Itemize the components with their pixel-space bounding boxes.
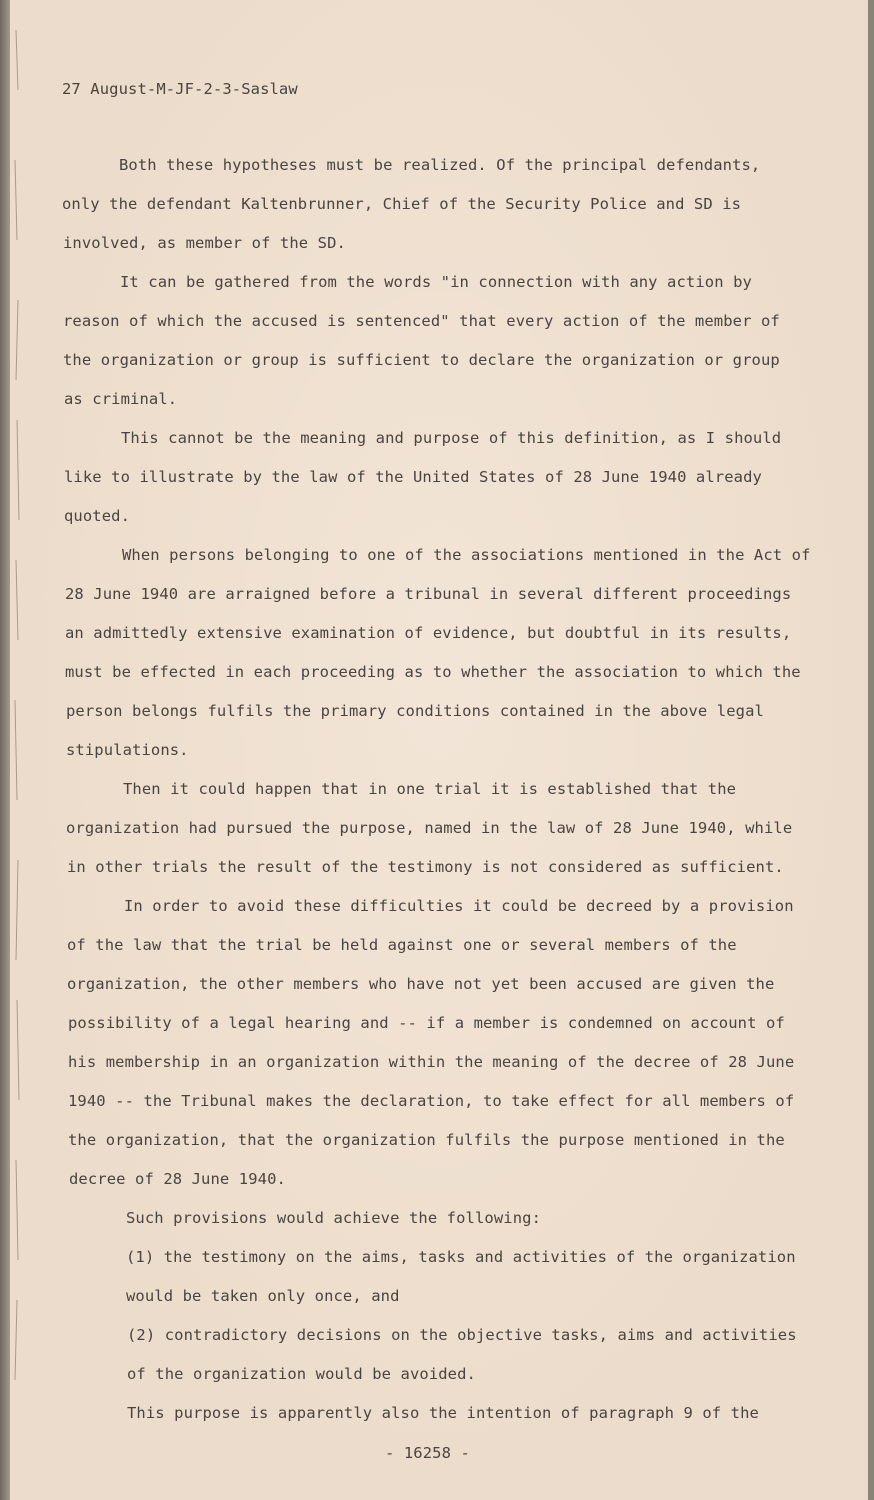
text-line: of the law that the trial be held against one or several members of the xyxy=(67,936,737,954)
text-line: the organization, that the organization fulfils the purpose mentioned in the xyxy=(68,1131,785,1149)
text-line: the organization or group is sufficient to declare the organization or group xyxy=(63,351,780,369)
text-line: would be taken only once, and xyxy=(126,1287,400,1305)
text-line: (2) contradictory decisions on the objective tasks, aims and activities xyxy=(127,1326,797,1344)
text-line: Such provisions would achieve the following: xyxy=(126,1209,541,1227)
binding-edge xyxy=(0,0,10,1500)
text-line: in other trials the result of the testimony is not considered as sufficient. xyxy=(67,858,784,876)
text-line: It can be gathered from the words "in connection with any action by xyxy=(120,273,752,291)
text-line: reason of which the accused is sentenced" that every action of the member of xyxy=(63,312,780,330)
text-line: like to illustrate by the law of the United States of 28 June 1940 already xyxy=(64,468,762,486)
text-line: This cannot be the meaning and purpose of this definition, as I should xyxy=(121,429,782,447)
text-line: When persons belonging to one of the associations mentioned in the Act of xyxy=(122,546,811,564)
text-line: stipulations. xyxy=(66,741,189,759)
text-line: must be effected in each proceeding as to whether the association to which the xyxy=(65,663,801,681)
text-line: Then it could happen that in one trial it is established that the xyxy=(123,780,737,798)
text-line: 28 June 1940 are arraigned before a tribunal in several different proceedings xyxy=(65,585,792,603)
document-header: 27 August-M-JF-2-3-Saslaw xyxy=(62,80,298,98)
text-line: of the organization would be avoided. xyxy=(127,1365,476,1383)
text-line: involved, as member of the SD. xyxy=(63,234,346,252)
text-line: Both these hypotheses must be realized. Of the principal defendants, xyxy=(119,156,761,174)
text-line: (1) the testimony on the aims, tasks and activities of the organization xyxy=(126,1248,796,1266)
text-line: In order to avoid these difficulties it could be decreed by a provision xyxy=(124,897,794,915)
text-line: 1940 -- the Tribunal makes the declaration, to take effect for all members of xyxy=(68,1092,795,1110)
text-line: organization had pursued the purpose, named in the law of 28 June 1940, while xyxy=(66,819,793,837)
text-line: person belongs fulfils the primary conditions contained in the above legal xyxy=(66,702,764,720)
text-line: This purpose is apparently also the intention of paragraph 9 of the xyxy=(127,1404,759,1422)
binding-marks xyxy=(10,0,26,1500)
document-page xyxy=(10,0,868,1500)
text-line: his membership in an organization within the meaning of the decree of 28 June xyxy=(68,1053,795,1071)
text-line: an admittedly extensive examination of evidence, but doubtful in its results, xyxy=(65,624,792,642)
text-line: decree of 28 June 1940. xyxy=(69,1170,286,1188)
text-line: organization, the other members who have not yet been accused are given the xyxy=(67,975,775,993)
text-line: only the defendant Kaltenbrunner, Chief of the Security Police and SD is xyxy=(62,195,742,213)
page-number: - 16258 - xyxy=(385,1444,470,1462)
text-line: as criminal. xyxy=(64,390,178,408)
text-line: possibility of a legal hearing and -- if a member is condemned on account of xyxy=(68,1014,785,1032)
text-line: quoted. xyxy=(64,507,131,525)
